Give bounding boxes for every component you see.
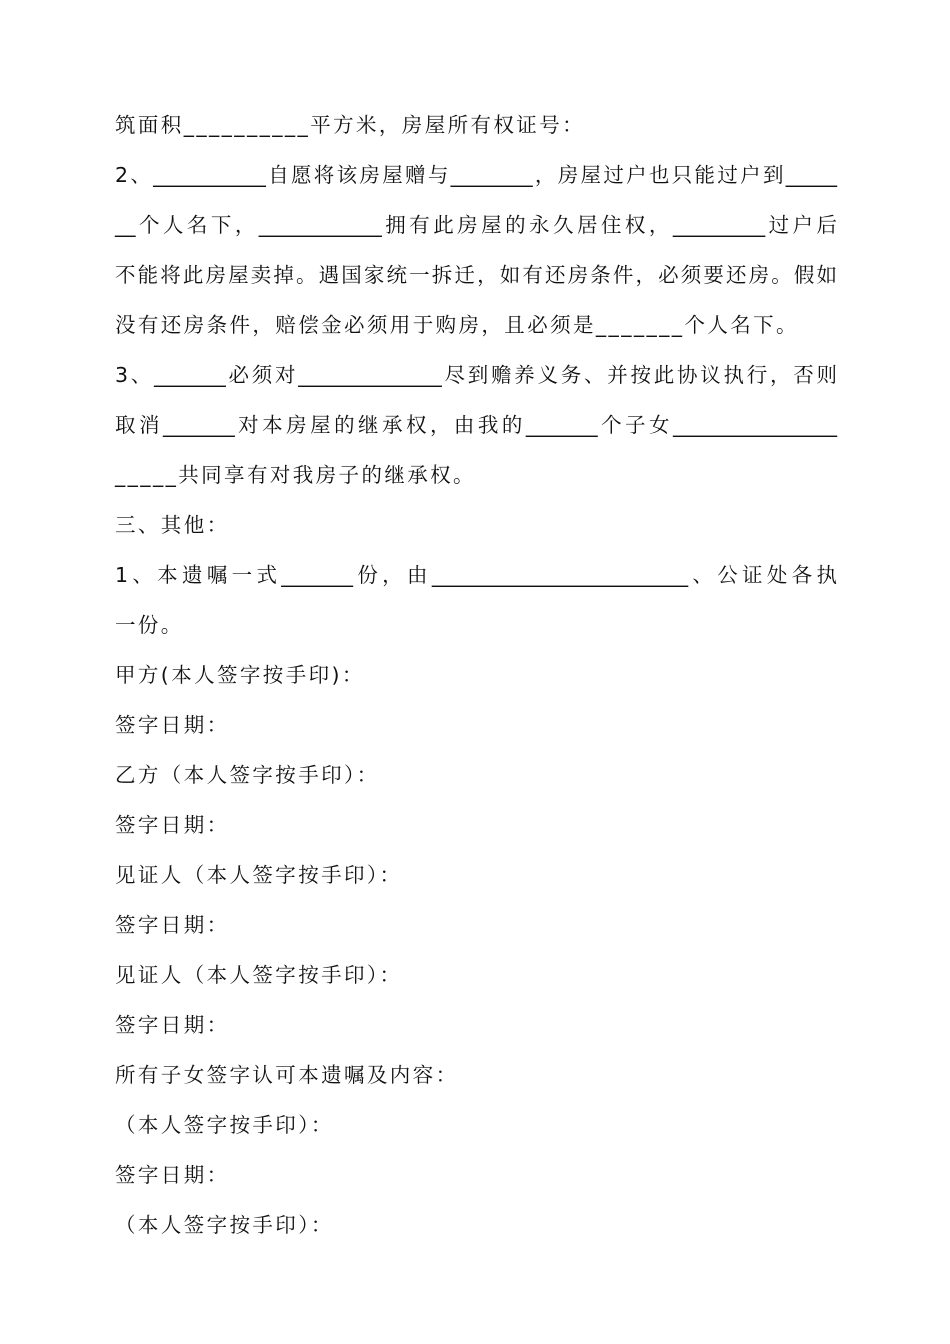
signature-witness: 见证人（本人签字按手印）： [115,963,403,987]
signature-party-b: 乙方（本人签字按手印）： [115,763,380,787]
text-line-4: 不能将此房屋卖掉。遇国家统一拆迁，如有还房条件，必须要还房。假如 [115,263,837,287]
document-page [115,100,837,1250]
signature-witness: 见证人（本人签字按手印）： [115,863,403,887]
text-line-1: 筑面积__________平方米，房屋所有权证号： [115,113,585,137]
signature-date: 签字日期： [115,913,230,937]
text-line-6: 3、_______必须对______________尽到赡养义务、并按此协议执行，否则 [115,363,837,387]
section-heading: 三、其他： [115,513,230,537]
children-consent-heading: 所有子女签字认可本遗嘱及内容： [115,1063,459,1087]
text-line-10: 1、本遗嘱一式_______份，由_________________________、公证处各执 [115,563,837,587]
text-line-3: __个人名下，____________拥有此房屋的永久居住权，_________过户后 [115,213,837,237]
text-line-7: 取消_______对本房屋的继承权，由我的_______个子女________________ [115,413,837,437]
signature-date: 签字日期： [115,1013,230,1037]
signature-date: 签字日期： [115,1163,230,1187]
text-line-11: 一份。 [115,613,184,637]
text-line-2: 2、___________自愿将该房屋赠与________，房屋过户也只能过户到_____ [115,163,837,187]
signature-child: （本人签字按手印）： [115,1213,334,1237]
signature-child: （本人签字按手印）： [115,1113,334,1137]
text-line-8: _____共同享有对我房子的继承权。 [115,463,476,487]
signature-date: 签字日期： [115,813,230,837]
signature-party-a: 甲方(本人签字按手印)： [115,663,365,687]
text-line-5: 没有还房条件，赔偿金必须用于购房，且必须是_______个人名下。 [115,313,799,337]
signature-date: 签字日期： [115,713,230,737]
